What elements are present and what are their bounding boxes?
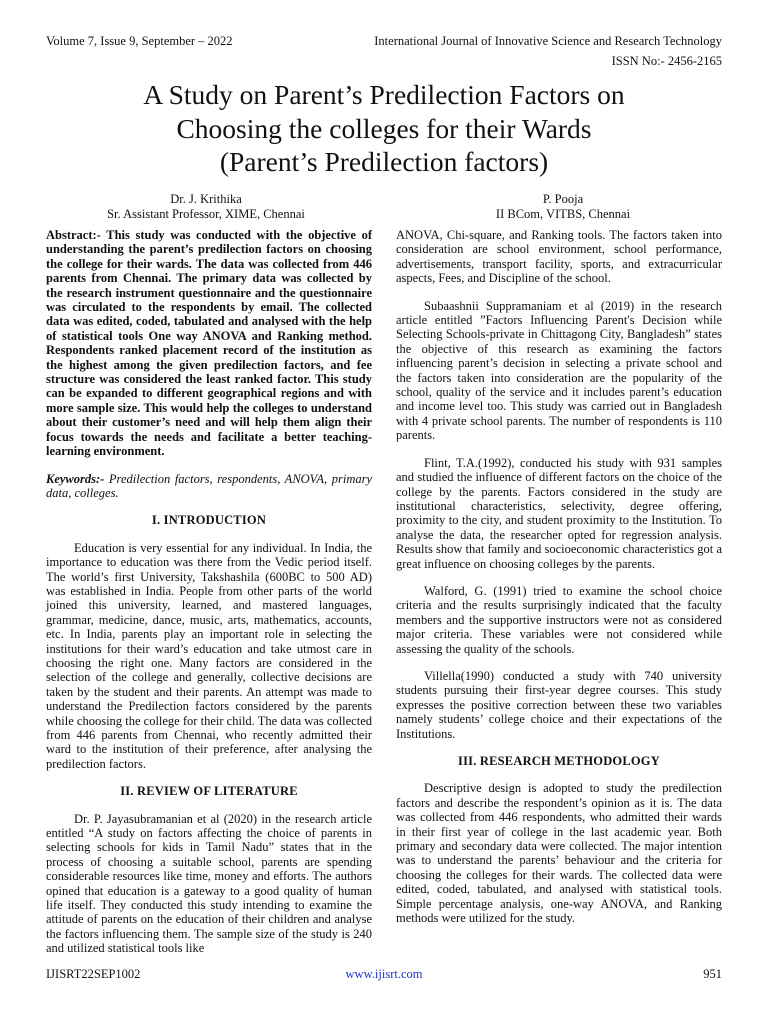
review-paragraph-4: Walford, G. (1991) tried to examine the school choice criteria and the results surprisingly indicated that the faculty members and the supportive instructors were not as considered major criteria. These variables were not considered while assessing the quality of the schools.: [396, 583, 722, 656]
section-heading-review: II. REVIEW OF LITERATURE: [120, 784, 298, 799]
keywords: [46, 472, 372, 501]
author-affiliation: Sr. Assistant Professor, XIME, Chennai: [107, 206, 305, 221]
author-block-2: [403, 192, 723, 221]
footer-paper-id: IJISRT22SEP1002: [46, 967, 141, 981]
title-line-1: A Study on Parent’s Predilection Factors on: [143, 79, 625, 110]
review-paragraph-3: Flint, T.A.(1992), conducted his study with 931 samples and studied the influence of different factors on the choice of the college by the parents. Factors considered in the study are institutional characteristics, selectivity, degree offering, proximity to the city, and student proximity to the Institution. To analyse the data, the researcher opted for regression analysis. Results show that family and socioeconomic characteristics got a great influence on choosing colleges by the parents.: [396, 455, 722, 571]
title-line-2: Choosing the colleges for their Wards: [176, 112, 592, 144]
review-paragraph-1: Dr. P. Jayasubramanian et al (2020) in the research article entitled “A study on factors affecting the choice of parents in selecting schools for kids in Tamil Nadu” states that in the process of choosing a suitable school, parents are spending considerable resources like time, money and efforts. The authors opined that education is a gateway to a good quality of human life itself. They conducted this study intending to examine the attitude of parents on the education of their children and analyse the factors influencing them. The sample size of the study is 240 and utilized statistical tools like: [46, 811, 372, 956]
keywords-text: Predilection factors, respondents, ANOVA, primary data, colleges.: [46, 471, 373, 500]
section-heading-introduction: I. INTRODUCTION: [151, 513, 267, 528]
methodology-paragraph: Descriptive design is adopted to study the predilection factors and describe the respondent’s opinion as it is. The data was collected from 446 respondents, who admitted their wards in their first year of college in the last academic year. Both primary and secondary data were collected. The major intention was to understand the parents’ behaviour and the criteria for choosing the colleges for their wards. The collected data were edited, coded, tabulated, and analysed with statistical tools. Simple percentage analysis, one-way ANOVA, and Ranking methods were utilized for the study.: [396, 781, 722, 926]
review-paragraph-2: Subaashnii Suppramaniam et al (2019) in the research article entitled ”Factors Influencing Parent's Decision while Selecting Schools-private in Chittagong City, Bangladesh” states the objective of this research as examining the factors influencing parent’s decision in selecting a private school and the factors taken into consideration are the popularity of the school, quality of the service and it includes parent’s education and income level too. This study was carried out in Bangladesh with 4 private school parents. The number of respondents is 110 parents.: [396, 298, 722, 443]
title-line-3: (Parent’s Predilection factors): [219, 146, 549, 177]
header-issn: ISSN No:- 2456-2165: [611, 54, 722, 68]
abstract: Abstract:- This study was conducted with the objective of understanding the parent’s predilection factors on choosing the college for their wards. The data was collected from 446 parents from Chennai. The primary data was collected by the research instrument questionnaire and the questionnaire was circulated to the respondents by email. The collected data was edited, coded, tabulated and analysed with the help of statistical tools One way ANOVA and Ranking method. Respondents ranked placement record of the institution as the highest among the given predilection factors, and fee structure was considered the least ranked factor. This study can be expanded to different geographical regions and with more sample size. This would help the colleges to understand about their customer’s need and will help them align their focus towards the needs and facilitate a better teaching-learning environment.: [46, 228, 372, 459]
author-name: P. Pooja: [542, 192, 584, 206]
section-heading-methodology: III. RESEARCH METHODOLOGY: [458, 754, 660, 768]
keywords-label: Keywords:-: [46, 471, 105, 486]
review-paragraph-5: Villella(1990) conducted a study with 740 university students pursuing their first-year degree courses. This study expresses the positive correction between these two variables namely students’ college choice and their expectations of the Institutions.: [396, 668, 722, 741]
left-column: [46, 228, 372, 956]
paper-title: [40, 78, 728, 179]
footer-website-link[interactable]: www.ijisrt.com: [345, 967, 423, 981]
right-column: [396, 228, 722, 925]
introduction-paragraph: Education is very essential for any individual. In India, the importance to education was there from the Vedic period itself. The world’s first University, Takshashila (600BC to 500 AD) was established in India. People from other parts of the world joined this university, learned, and mastered languages, grammar, medicine, dance, music, arts, mathematics, accounts, etc. In India, parents play an important role in selecting the institutions for their ward’s education and take utmost care in choosing the right one. Many factors are considered in the selection of the college and generally, collective decisions are taken by the student and their parents. An attempt was made to understand the Predilection factors considered by the parents while choosing the college for their child. The data was collected from 446 parents from Chennai, who recently admitted their ward to the institution of their preference, after analysing the predilection factors.: [46, 540, 372, 771]
header-volume: Volume 7, Issue 9, September – 2022: [46, 34, 233, 48]
author-block-1: [46, 192, 366, 221]
header-journal-name: International Journal of Innovative Science and Research Technology: [374, 34, 722, 48]
footer-page-number: 951: [703, 967, 722, 981]
author-affiliation: II BCom, VITBS, Chennai: [495, 206, 631, 221]
review-paragraph-1-continued: ANOVA, Chi-square, and Ranking tools. The factors taken into consideration are school environment, school performance, advertisements, transport facility, sports, and extracurricular aspects, Fees, and Discipline of the school.: [396, 228, 722, 286]
author-name: Dr. J. Krithika: [170, 192, 242, 206]
